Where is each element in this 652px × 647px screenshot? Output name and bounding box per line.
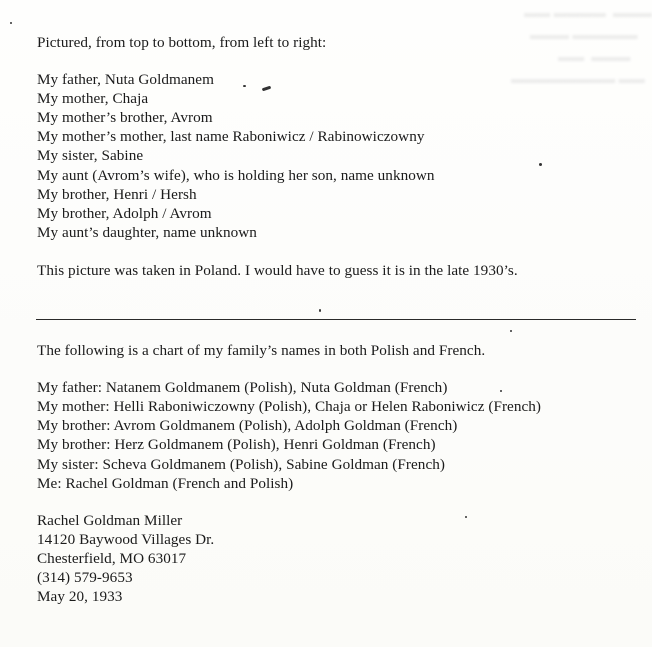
ink-speck bbox=[510, 330, 512, 332]
name-entry-self: Me: Rachel Goldman (French and Polish) bbox=[37, 475, 294, 492]
photo-caption-intro: Pictured, from top to bottom, from left to right: bbox=[37, 34, 327, 51]
person-entry-grandmother: My mother’s mother, last name Raboniwicz / Rabinowiczowny bbox=[37, 128, 425, 145]
name-entry-brother-avrom: My brother: Avrom Goldmanem (Polish), Adolph Goldman (French) bbox=[37, 417, 458, 434]
section-divider bbox=[36, 319, 636, 320]
ink-speck bbox=[10, 22, 12, 24]
person-entry-cousin: My aunt’s daughter, name unknown bbox=[37, 224, 257, 241]
ink-speck bbox=[243, 85, 246, 87]
name-entry-brother-herz: My brother: Herz Goldmanem (Polish), Henri Goldman (French) bbox=[37, 436, 436, 453]
ink-speck bbox=[465, 516, 467, 518]
signature-date: May 20, 1933 bbox=[37, 588, 123, 605]
person-entry-father: My father, Nuta Goldmanem bbox=[37, 71, 214, 88]
signature-city: Chesterfield, MO 63017 bbox=[37, 550, 187, 567]
person-entry-aunt: My aunt (Avrom’s wife), who is holding her son, name unknown bbox=[37, 167, 435, 184]
person-entry-sister: My sister, Sabine bbox=[37, 147, 144, 164]
person-entry-brother-adolph: My brother, Adolph / Avrom bbox=[37, 205, 212, 222]
ink-speck bbox=[319, 309, 321, 312]
name-entry-father: My father: Natanem Goldmanem (Polish), Nuta Goldman (French) bbox=[37, 379, 448, 396]
ink-speck bbox=[500, 390, 502, 392]
ink-speck bbox=[262, 86, 271, 92]
names-chart-intro: The following is a chart of my family’s names in both Polish and French. bbox=[37, 342, 486, 359]
signature-street: 14120 Baywood Villages Dr. bbox=[37, 531, 215, 548]
ink-speck bbox=[539, 163, 542, 166]
signature-phone: (314) 579-9653 bbox=[37, 569, 133, 586]
person-entry-mother: My mother, Chaja bbox=[37, 90, 149, 107]
show-through-text: ▬▬▬ ▬▬▬▬ ▬▬ ▬▬▬▬▬ ▬▬▬ ▬▬▬ ▬▬ ▬▬ ▬▬▬▬▬▬▬▬ bbox=[511, 5, 652, 86]
person-entry-mothers-brother: My mother’s brother, Avrom bbox=[37, 109, 213, 126]
photo-location-note: This picture was taken in Poland. I would have to guess it is in the late 1930’s. bbox=[37, 262, 518, 279]
name-entry-sister: My sister: Scheva Goldmanem (Polish), Sabine Goldman (French) bbox=[37, 456, 445, 473]
signature-name: Rachel Goldman Miller bbox=[37, 512, 183, 529]
person-entry-brother-henri: My brother, Henri / Hersh bbox=[37, 186, 197, 203]
name-entry-mother: My mother: Helli Raboniwiczowny (Polish), Chaja or Helen Raboniwicz (French) bbox=[37, 398, 542, 415]
